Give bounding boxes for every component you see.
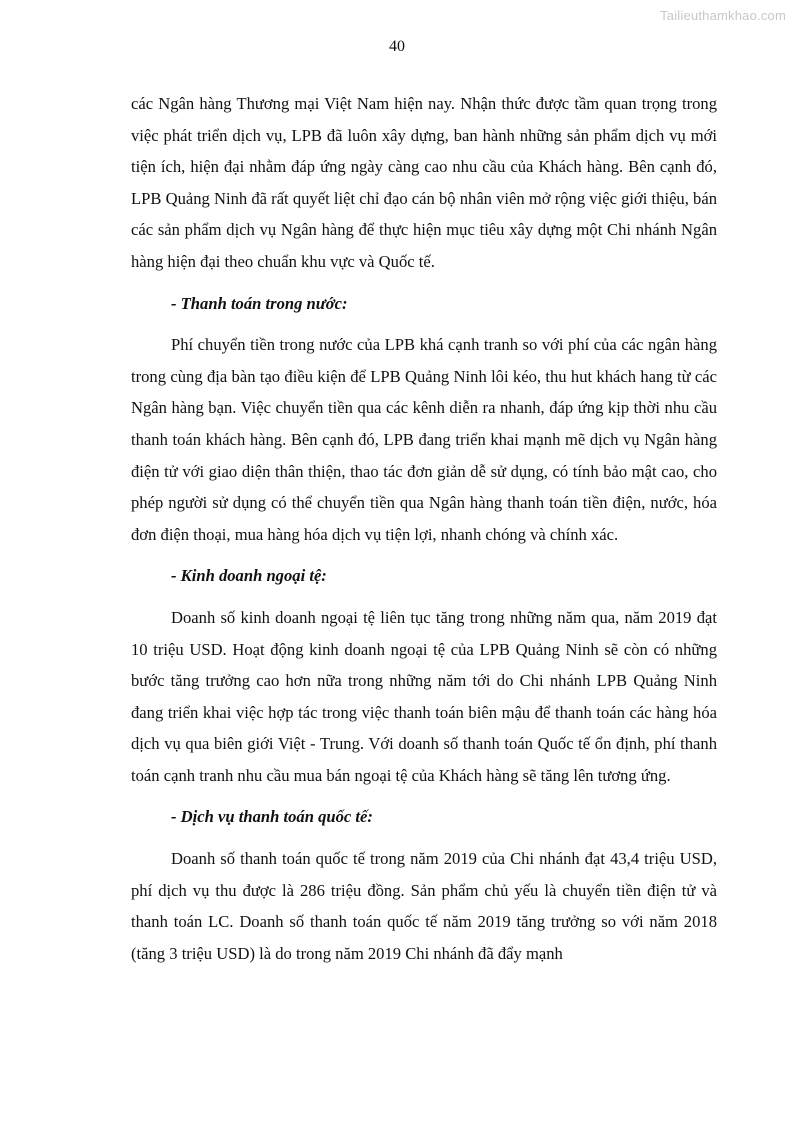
paragraph-international-payment: Doanh số thanh toán quốc tế trong năm 2019 của Chi nhánh đạt 43,4 triệu USD, phí dịch vụ thu được là 286 triệu đồng. Sản phẩm chủ yếu là chuyển tiền điện tử và thanh toán LC. Doanh số thanh toán quốc tế năm 2019 tăng trưởng so với năm 2018 (tăng 3 triệu USD) là do trong năm 2019 Chi nhánh đã đẩy mạnh [131,849,717,963]
paragraph-foreign-exchange: Doanh số kinh doanh ngoại tệ liên tục tăng trong những năm qua, năm 2019 đạt 10 triệu USD. Hoạt động kinh doanh ngoại tệ của LPB Quảng Ninh sẽ còn có những bước tăng trưởng cao hơn nữa trong những năm tới do Chi nhánh LPB Quảng Ninh đang triển khai việc hợp tác trong việc thanh toán biên mậu để thanh toán các hàng hóa dịch vụ qua biên giới Việt - Trung. Với doanh số thanh toán Quốc tế ổn định, phí thanh toán cạnh tranh nhu cầu mua bán ngoại tệ của Khách hàng sẽ tăng lên tương ứng. [131,607,717,785]
watermark: Tailieuthamkhao.com [660,8,786,23]
paragraph-intro: các Ngân hàng Thương mại Việt Nam hiện nay. Nhận thức được tầm quan trọng trong việc phát triển dịch vụ, LPB đã luôn xây dựng, ban hành những sản phẩm dịch vụ mới tiện ích, hiện đại nhằm đáp ứng ngày càng cao nhu cầu của Khách hàng. Bên cạnh đó, LPB Quảng Ninh đã rất quyết liệt chỉ đạo cán bộ nhân viên mở rộng việc giới thiệu, bán các sản phẩm dịch vụ Ngân hàng để thực hiện mục tiêu xây dựng một Chi nhánh Ngân hàng hiện đại theo chuẩn khu vực và Quốc tế. [131,94,717,271]
document-body [131,88,717,969]
paragraph-domestic-payment: Phí chuyển tiền trong nước của LPB khá cạnh tranh so với phí của các ngân hàng trong cùng địa bàn tạo điều kiện để LPB Quảng Ninh lôi kéo, thu hut khách hang từ các Ngân hàng bạn. Việc chuyển tiền qua các kênh diễn ra nhanh, đáp ứng kịp thời nhu cầu thanh toán khách hàng. Bên cạnh đó, LPB đang triển khai mạnh mẽ dịch vụ Ngân hàng điện tử với giao diện thân thiện, thao tác đơn giản dễ sử dụng, có tính bảo mật cao, cho phép người sử dụng có thể chuyển tiền qua Ngân hàng thanh toán tiền điện, nước, hóa đơn điện thoại, mua hàng hóa dịch vụ tiện lợi, nhanh chóng và chính xác. [131,335,717,544]
heading-domestic-payment: - Thanh toán trong nước: [171,293,348,313]
heading-foreign-exchange: - Kinh doanh ngoại tệ: [171,566,327,586]
page-number: 40 [389,38,405,55]
heading-international-payment: - Dịch vụ thanh toán quốc tế: [171,807,373,827]
